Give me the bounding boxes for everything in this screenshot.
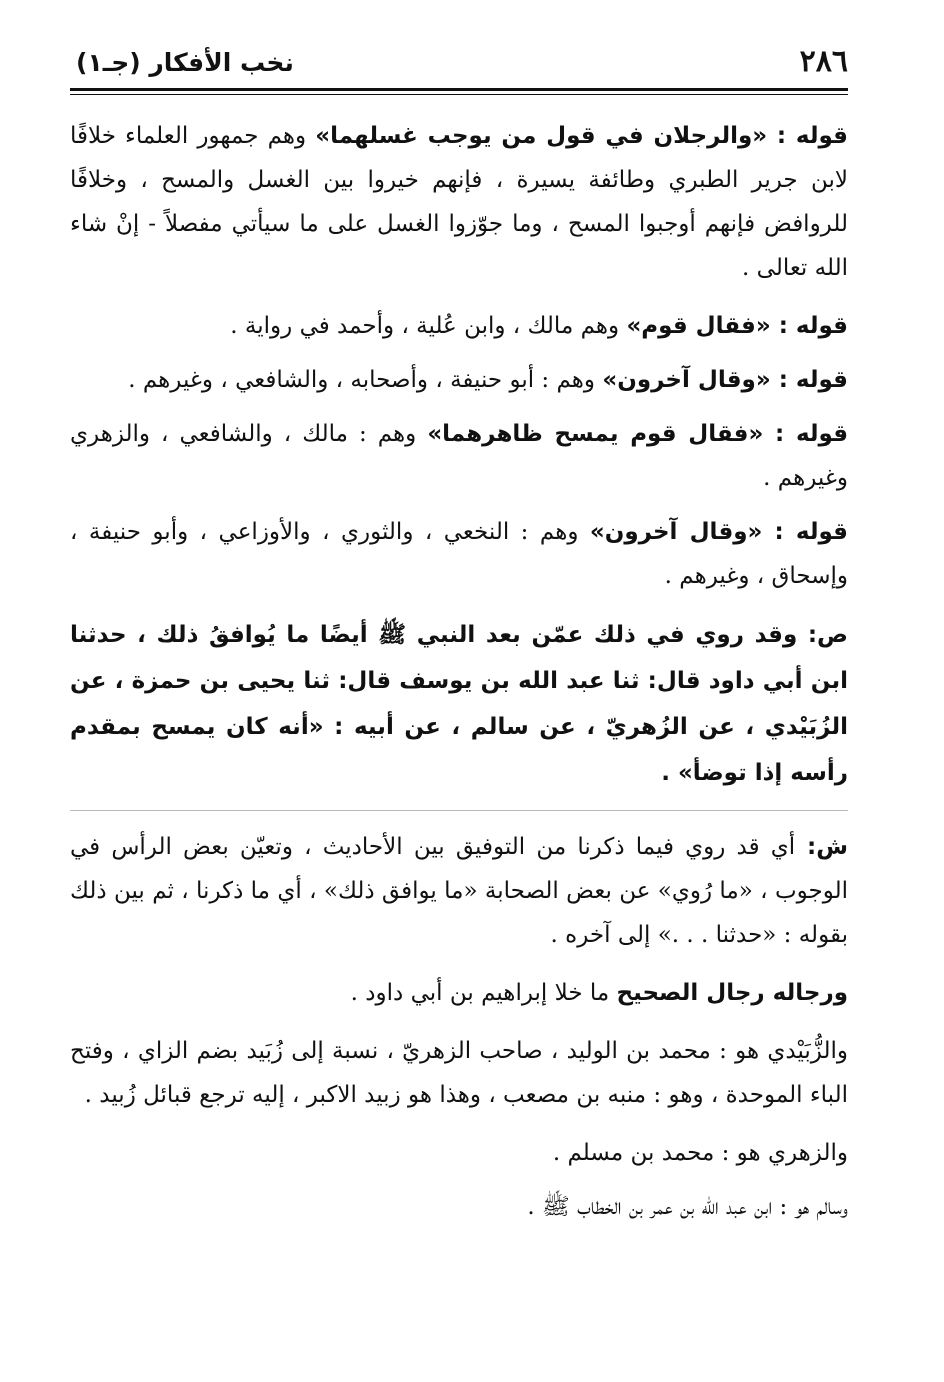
header-rule-thick xyxy=(70,88,848,91)
sharh-paragraph: ش: أي قد روي فيما ذكرنا من التوفيق بين الأحاديث ، وتعيّن بعض الرأس في الوجوب ، «ما رُوي» عن بعض الصحابة «ما يوافق ذلك» ، أي ما ذكرنا ، ثم بين ذلك بقوله : «حدثنا . . .» إلى آخره . xyxy=(70,834,848,948)
running-title: نخب الأفكار (جـ١) xyxy=(76,48,294,77)
commentary-paragraph: قوله : «والرجلان في قول من يوجب غسلهما» وهم جمهور العلماء خلافًا لابن جرير الطبري وطائفة يسيرة ، فإنهم خيروا بين الغسل والمسح ، وخلافًا للروافض فإنهم أوجبوا المسح ، وما جوّزوا الغسل على ما سيأتي مفصلاً - إنْ شاء الله تعالى . xyxy=(70,123,848,281)
page-number: ٢٨٦ xyxy=(799,44,848,79)
header-rule-thin xyxy=(70,94,848,95)
page-header xyxy=(70,40,848,86)
commentary-paragraph: قوله : «وقال آخرون» وهم : النخعي ، والثوري ، والأوزاعي ، وأبو حنيفة ، وإسحاق ، وغيرهم . xyxy=(70,519,848,589)
matn-paragraph: ص: وقد روي في ذلك عمّن بعد النبي ﷺ أيضًا ما يُوافقُ ذلك ، حدثنا ابن أبي داود قال: ثنا عبد الله بن يوسف قال: ثنا يحيى بن حمزة ، عن الزُبَيْدي ، عن الزُهريّ ، عن سالم ، عن أبيه : «أنه كان يمسح بمقدم رأسه إذا توضأ» . xyxy=(70,622,848,786)
commentary-paragraph: وسالم هو : ابن عبد الله بن عمر بن الخطاب ﷺ . xyxy=(527,1194,848,1220)
book-page xyxy=(70,40,848,1360)
commentary-paragraph: قوله : «فقال قوم يمسح ظاهرهما» وهم : مالك ، والشافعي ، والزهري وغيرهم . xyxy=(70,421,849,491)
commentary-paragraph: قوله : «وقال آخرون» وهم : أبو حنيفة ، وأصحابه ، والشافعي ، وغيرهم . xyxy=(128,367,848,393)
commentary-paragraph: قوله : «فقال قوم» وهم مالك ، وابن عُلية ، وأحمد في رواية . xyxy=(230,313,848,339)
section-divider xyxy=(70,810,848,811)
commentary-paragraph: والزهري هو : محمد بن مسلم . xyxy=(552,1140,848,1166)
commentary-paragraph: ورجاله رجال الصحيح ما خلا إبراهيم بن أبي داود . xyxy=(350,980,848,1006)
commentary-paragraph: والزُّبَيْدي هو : محمد بن الوليد ، صاحب الزهريّ ، نسبة إلى زُبَيد بضم الزاي ، وفتح الباء الموحدة ، وهو : منبه بن مصعب ، وهذا هو زبيد الاكبر ، إليه ترجع قبائل زُبيد . xyxy=(70,1038,848,1108)
page-body xyxy=(70,114,848,1239)
